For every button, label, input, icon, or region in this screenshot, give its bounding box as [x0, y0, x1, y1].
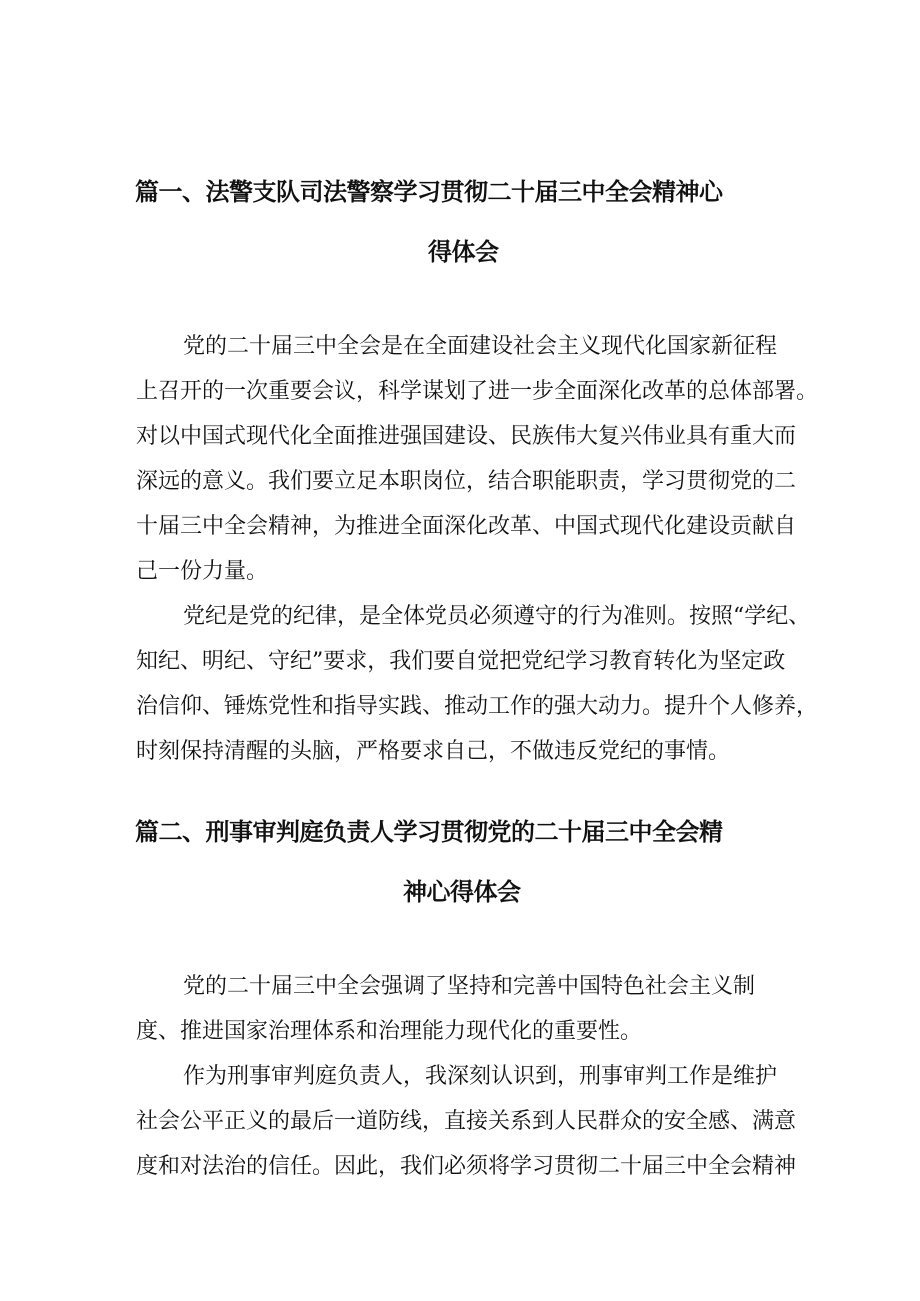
section-1-paragraph-2-line-2: 知纪、明纪、守纪”要求，我们要自觉把党纪学习教育转化为坚定政	[136, 649, 786, 674]
section-2-paragraph-2-line-3: 度和对法治的信任。因此，我们必须将学习贯彻二十届三中全会精神	[136, 1154, 797, 1179]
section-2-paragraph-1-line-2: 度、推进国家治理体系和治理能力现代化的重要性。	[136, 1019, 643, 1044]
section-2-paragraph-2-line-2: 社会公平正义的最后一道防线，直接关系到人民群众的安全感、满意	[136, 1109, 797, 1134]
section-2-title-line-2: 神心得体会	[403, 878, 521, 906]
section-1-paragraph-1-line-4: 深远的意义。我们要立足本职岗位，结合职能职责，学习贯彻党的二	[136, 469, 797, 494]
section-1-paragraph-2-line-3: 治信仰、锤炼党性和指导实践、推动工作的强大动力。提升个人修养，	[136, 694, 819, 719]
section-1-paragraph-1-line-3: 对以中国式现代化全面推进强国建设、民族伟大复兴伟业具有重大而	[136, 424, 797, 449]
section-2-paragraph-1-line-1: 党的二十届三中全会强调了坚持和完善中国特色社会主义制	[183, 974, 756, 999]
section-1-paragraph-1-line-5: 十届三中全会精神，为推进全面深化改革、中国式现代化建设贡献自	[136, 514, 797, 539]
section-1-title-line-1: 篇一、法警支队司法警察学习贯彻二十届三中全会精神心	[135, 178, 723, 206]
section-1-paragraph-1-line-6: 己一份力量。	[136, 559, 269, 584]
section-2-paragraph-2-line-1: 作为刑事审判庭负责人，我深刻认识到，刑事审判工作是维护	[183, 1064, 778, 1089]
section-1-paragraph-2-line-1: 党纪是党的纪律，是全体党员必须遵守的行为准则。按照“学纪、	[183, 604, 811, 629]
section-1-paragraph-2-line-4: 时刻保持清醒的头脑，严格要求自己，不做违反党纪的事情。	[136, 739, 731, 764]
section-1-paragraph-1-line-2: 上召开的一次重要会议，科学谋划了进一步全面深化改革的总体部署。	[136, 379, 819, 404]
section-1-paragraph-1-line-1: 党的二十届三中全会是在全面建设社会主义现代化国家新征程	[183, 334, 778, 359]
section-2-title-line-1: 篇二、刑事审判庭负责人学习贯彻党的二十届三中全会精	[135, 818, 723, 846]
section-1-title-line-2: 得体会	[428, 238, 499, 266]
